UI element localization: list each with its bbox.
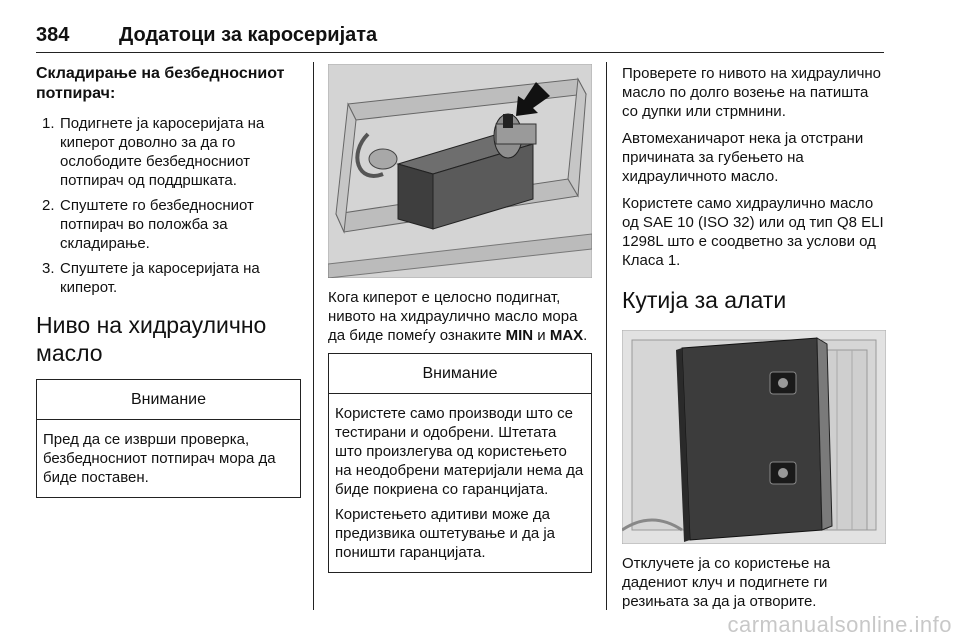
list-item: 3. Спуштете ја каросеријата на киперот.	[42, 260, 260, 296]
column-middle	[328, 64, 592, 573]
page-number: 384	[36, 24, 70, 46]
paragraph: Отклучете ја со користење на дадениот клуч и подигнете ги резињата за да ја отворите.	[622, 555, 831, 610]
column-left	[36, 64, 301, 498]
page-header	[36, 18, 884, 53]
warning-box	[328, 353, 592, 573]
warning-title: Внимание	[329, 354, 591, 394]
chapter-title: Додатоци за каросеријата	[119, 24, 378, 46]
warning-text: Пред да се изврши проверка, безбедносниот потпирач мора да биде поставен.	[43, 431, 276, 486]
section-heading: Кутија за алати	[622, 287, 787, 313]
warning-text: Користете само производи што се тестирани и одобрени. Штетата што произлегува од користењето на неодобрени материјали нема да биде покриена со гаранцијата.	[335, 405, 584, 498]
toolbox-illustration	[622, 330, 886, 544]
watermark: carmanualsonline.info	[727, 612, 952, 637]
subsection-heading: Складирање на безбедносниот потпирач:	[36, 65, 285, 102]
max-mark-label: MAX	[549, 327, 584, 344]
section-heading: Ниво на хидраулично масло	[36, 312, 267, 366]
paragraph: Автомеханичарот нека ја отстрани причината за губењето на хидрауличното масло.	[622, 130, 864, 185]
column-divider	[313, 62, 314, 610]
oil-level-text: Кога киперот е целосно подигнат, нивото на хидраулично масло мора да биде помеѓу ознаките MIN и MAX.	[328, 289, 588, 344]
warning-text: Користењето адитиви може да предизвика оштетување и да ја поништи гаранцијата.	[335, 506, 556, 561]
min-mark-label: MIN	[505, 327, 534, 344]
warning-title: Внимание	[37, 380, 300, 420]
list-item: 1. Подигнете ја каросеријата на киперот доволно за да го ослободите безбедносниот потпирач од поддршката.	[42, 115, 265, 189]
paragraph: Проверете го нивото на хидраулично масло по долго возење на патишта со дупки или стрмнини.	[622, 65, 882, 120]
hydraulic-pump-illustration	[328, 64, 592, 278]
steps-list	[36, 114, 301, 297]
paragraph: Користете само хидраулично масло од SAE 10 (ISO 32) или од тип Q8 ELI 1298L што е соодветно за услови од Класа 1.	[622, 195, 884, 269]
warning-box	[36, 379, 301, 498]
list-item: 2. Спуштете го безбедносниот потпирач во положба за складирање.	[42, 197, 254, 252]
column-right	[622, 64, 886, 619]
column-divider	[606, 62, 607, 610]
